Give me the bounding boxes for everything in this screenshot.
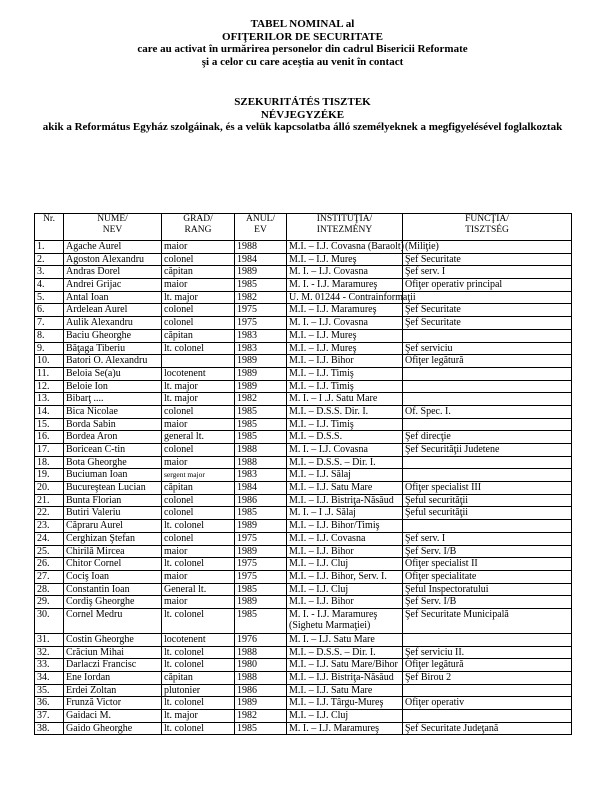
- cell-rank: General lt.: [162, 583, 235, 596]
- cell-name: Beloia Se(a)u: [64, 367, 162, 380]
- cell-institution: M. I. – I.J. Satu Mare: [287, 633, 403, 646]
- cell-rank: maior: [162, 570, 235, 583]
- cell-name: Baciu Gheorghe: [64, 329, 162, 342]
- cell-name: Ardelean Aurel: [64, 304, 162, 317]
- table-row: [35, 520, 572, 533]
- cell-nr: 10.: [35, 355, 64, 368]
- cell-year: 1975: [235, 317, 287, 330]
- cell-name: Bunta Florian: [64, 494, 162, 507]
- cell-nr: 2.: [35, 253, 64, 266]
- cell-function: Şeful Inspectoratului: [403, 583, 572, 596]
- cell-nr: 32.: [35, 646, 64, 659]
- cell-rank: lt. major: [162, 291, 235, 304]
- cell-nr: 4.: [35, 279, 64, 292]
- cell-rank: colonel: [162, 532, 235, 545]
- cell-year: 1975: [235, 558, 287, 571]
- cell-function: Ofiţer legătură: [403, 355, 572, 368]
- cell-institution: M.I. – I.J. Timiş: [287, 367, 403, 380]
- cell-institution: M.I. – I.J. Mureş: [287, 342, 403, 355]
- cell-institution: M. I. – I.J. Maramureş: [287, 722, 403, 735]
- cell-name: Batori O. Alexandru: [64, 355, 162, 368]
- cell-rank: maior: [162, 241, 235, 254]
- title-line-1: TABEL NOMINAL al: [250, 18, 355, 30]
- cell-year: 1986: [235, 684, 287, 697]
- cell-rank: lt. colonel: [162, 342, 235, 355]
- table-row: [35, 456, 572, 469]
- table-row: [35, 494, 572, 507]
- cell-function: Ofiţer specialist III: [403, 482, 572, 495]
- table-row: [35, 469, 572, 482]
- cell-name: Chitor Cornel: [64, 558, 162, 571]
- cell-institution: M. I. – I.J. Covasna: [287, 266, 403, 279]
- cell-rank: lt. major: [162, 710, 235, 723]
- cell-nr: 16.: [35, 431, 64, 444]
- cell-name: Gaidaci M.: [64, 710, 162, 723]
- cell-function: [403, 418, 572, 431]
- header-function: FUNCŢIA/ TISZTSÉG: [403, 214, 572, 241]
- table-row: [35, 684, 572, 697]
- cell-institution: M. I. – I.J. Covasna: [287, 317, 403, 330]
- cell-institution: M.I. – I.J. Cluj: [287, 583, 403, 596]
- cell-function: [403, 291, 572, 304]
- cell-name: Costin Gheorghe: [64, 633, 162, 646]
- cell-nr: 5.: [35, 291, 64, 304]
- cell-year: 1983: [235, 329, 287, 342]
- cell-year: 1984: [235, 482, 287, 495]
- cell-function: Ofiţer specialist II: [403, 558, 572, 571]
- cell-institution: M. I. – I .J. Satu Mare: [287, 393, 403, 406]
- header-nr: Nr.: [35, 214, 64, 241]
- header-institution: INSTITUŢIA/ INTEZMÉNY: [287, 214, 403, 241]
- cell-rank: [162, 355, 235, 368]
- cell-year: 1975: [235, 532, 287, 545]
- cell-rank: lt. major: [162, 380, 235, 393]
- title-hu-line-2: NÉVJEGYZÉKE: [260, 108, 345, 121]
- cell-function: Şef serv. I: [403, 266, 572, 279]
- cell-name: Cordiş Gheorghe: [64, 596, 162, 609]
- cell-rank: căpitan: [162, 266, 235, 279]
- cell-nr: 7.: [35, 317, 64, 330]
- title-line-2: OFIŢERILOR DE SECURITATE: [222, 30, 383, 43]
- cell-name: Bucureştean Lucian: [64, 482, 162, 495]
- cell-nr: 35.: [35, 684, 64, 697]
- cell-nr: 20.: [35, 482, 64, 495]
- heading-hungarian: [30, 96, 575, 134]
- cell-name: Darlaczi Francisc: [64, 659, 162, 672]
- cell-rank: colonel: [162, 253, 235, 266]
- cell-function: Şef Securităţii Judetene: [403, 444, 572, 457]
- cell-name: Gaido Gheorghe: [64, 722, 162, 735]
- cell-year: 1988: [235, 241, 287, 254]
- cell-name: Antal Ioan: [64, 291, 162, 304]
- cell-nr: 17.: [35, 444, 64, 457]
- cell-institution: M.I. – I.J. Maramureş: [287, 304, 403, 317]
- table-row: [35, 444, 572, 457]
- cell-nr: 18.: [35, 456, 64, 469]
- cell-year: 1985: [235, 279, 287, 292]
- cell-function: [403, 520, 572, 533]
- cell-function: Şef Birou 2: [403, 672, 572, 685]
- cell-rank: locotenent: [162, 367, 235, 380]
- cell-year: 1989: [235, 545, 287, 558]
- cell-year: 1982: [235, 710, 287, 723]
- table-row: [35, 266, 572, 279]
- cell-rank: lt. colonel: [162, 697, 235, 710]
- cell-name: Crăciun Mihai: [64, 646, 162, 659]
- cell-rank: maior: [162, 596, 235, 609]
- cell-rank: lt. colonel: [162, 558, 235, 571]
- cell-name: Buciuman Ioan: [64, 469, 162, 482]
- table-row: [35, 697, 572, 710]
- table-row: [35, 608, 572, 633]
- cell-name: Bordea Aron: [64, 431, 162, 444]
- cell-name: Borda Sabin: [64, 418, 162, 431]
- cell-rank: colonel: [162, 494, 235, 507]
- cell-nr: 23.: [35, 520, 64, 533]
- cell-year: 1985: [235, 722, 287, 735]
- cell-institution: M. I. - I.J. Maramureş (Sighetu Marmaţiei): [287, 608, 403, 633]
- table-row: [35, 304, 572, 317]
- table-row: [35, 710, 572, 723]
- cell-rank: lt. major: [162, 393, 235, 406]
- cell-year: 1983: [235, 342, 287, 355]
- cell-institution: M.I. – I.J. Timiş: [287, 418, 403, 431]
- cell-function: Of. Spec. I.: [403, 405, 572, 418]
- cell-institution: M.I. – D.S.S. Dir. I.: [287, 405, 403, 418]
- cell-rank: lt. colonel: [162, 646, 235, 659]
- cell-name: Agache Aurel: [64, 241, 162, 254]
- cell-year: 1986: [235, 494, 287, 507]
- cell-nr: 11.: [35, 367, 64, 380]
- cell-institution: U. M. 01244 - Contrainformaţii: [287, 291, 403, 304]
- cell-rank: lt. colonel: [162, 608, 235, 633]
- cell-institution: M.I. – I.J. Bihor: [287, 545, 403, 558]
- table-row: [35, 329, 572, 342]
- cell-name: Căpraru Aurel: [64, 520, 162, 533]
- cell-function: Şef serviciu II.: [403, 646, 572, 659]
- cell-institution: M.I. – I.J. Mureş: [287, 253, 403, 266]
- subtitle-line-2: şi a celor cu care aceştia au venit în contact: [201, 55, 404, 68]
- cell-nr: 21.: [35, 494, 64, 507]
- cell-function: Şef Securitate: [403, 317, 572, 330]
- cell-nr: 8.: [35, 329, 64, 342]
- cell-function: [403, 469, 572, 482]
- cell-nr: 19.: [35, 469, 64, 482]
- cell-rank: căpitan: [162, 672, 235, 685]
- cell-institution: M.I. – I.J. Covasna (Baraolt): [287, 241, 403, 254]
- cell-name: Bibarţ ....: [64, 393, 162, 406]
- cell-rank: colonel: [162, 444, 235, 457]
- cell-rank: lt. colonel: [162, 659, 235, 672]
- cell-institution: M.I. – I.J. Cluj: [287, 558, 403, 571]
- cell-name: Beloie Ion: [64, 380, 162, 393]
- cell-function: Şeful securităţii: [403, 494, 572, 507]
- subtitle-line-1: care au activat în urmărirea personelor din cadrul Bisericii Reformate: [137, 43, 468, 55]
- cell-function: [403, 633, 572, 646]
- cell-institution: M.I. – I.J. Bihor/Timiş: [287, 520, 403, 533]
- cell-year: 1985: [235, 431, 287, 444]
- cell-institution: M.I. – I.J. Mureş: [287, 329, 403, 342]
- cell-name: Frunză Victor: [64, 697, 162, 710]
- table-row: [35, 583, 572, 596]
- table-row: [35, 482, 572, 495]
- cell-institution: M.I. – I.J. Bihor: [287, 355, 403, 368]
- cell-function: Ofiţer operativ: [403, 697, 572, 710]
- cell-function: [403, 710, 572, 723]
- cell-year: 1988: [235, 444, 287, 457]
- cell-rank: sergent major: [162, 469, 235, 482]
- cell-nr: 36.: [35, 697, 64, 710]
- table-row: [35, 253, 572, 266]
- cell-institution: M. I. – I .J. Sălaj: [287, 507, 403, 520]
- cell-institution: M.I. – I.J. Sălaj: [287, 469, 403, 482]
- cell-year: 1975: [235, 304, 287, 317]
- heading-romanian: [40, 18, 565, 68]
- cell-institution: M.I. – D.S.S.: [287, 431, 403, 444]
- cell-function: Ofiţer legătură: [403, 659, 572, 672]
- cell-year: 1976: [235, 633, 287, 646]
- table-row: [35, 570, 572, 583]
- cell-institution: M.I. – I.J. Timiş: [287, 380, 403, 393]
- cell-year: 1982: [235, 291, 287, 304]
- table-row: [35, 507, 572, 520]
- cell-nr: 27.: [35, 570, 64, 583]
- cell-name: Andras Dorel: [64, 266, 162, 279]
- table-header-row: [35, 214, 572, 241]
- cell-function: Şef serviciu: [403, 342, 572, 355]
- cell-name: Butiri Valeriu: [64, 507, 162, 520]
- cell-institution: M. I. – I.J. Covasna: [287, 444, 403, 457]
- cell-nr: 28.: [35, 583, 64, 596]
- cell-rank: maior: [162, 456, 235, 469]
- cell-name: Băţaga Tiberiu: [64, 342, 162, 355]
- table-row: [35, 633, 572, 646]
- cell-name: Aulik Alexandru: [64, 317, 162, 330]
- cell-year: 1989: [235, 355, 287, 368]
- header-rank: GRAD/ RANG: [162, 214, 235, 241]
- cell-year: 1989: [235, 596, 287, 609]
- table-row: [35, 241, 572, 254]
- table-row: [35, 279, 572, 292]
- cell-year: 1988: [235, 672, 287, 685]
- table-row: [35, 596, 572, 609]
- cell-nr: 22.: [35, 507, 64, 520]
- cell-function: [403, 684, 572, 697]
- table-row: [35, 405, 572, 418]
- cell-function: [403, 393, 572, 406]
- table-row: [35, 418, 572, 431]
- cell-year: 1985: [235, 418, 287, 431]
- cell-name: Cerghizan Ştefan: [64, 532, 162, 545]
- cell-name: Andrei Grijac: [64, 279, 162, 292]
- cell-year: 1989: [235, 520, 287, 533]
- title-hu-line-1: SZEKURITÁTÉS TISZTEK: [234, 96, 371, 108]
- cell-year: 1985: [235, 507, 287, 520]
- table-row: [35, 646, 572, 659]
- cell-year: 1984: [235, 253, 287, 266]
- cell-year: 1988: [235, 456, 287, 469]
- table-row: [35, 722, 572, 735]
- cell-institution: M.I. – I.J. Târgu-Mureş: [287, 697, 403, 710]
- cell-rank: general lt.: [162, 431, 235, 444]
- cell-nr: 24.: [35, 532, 64, 545]
- cell-nr: 31.: [35, 633, 64, 646]
- cell-nr: 12.: [35, 380, 64, 393]
- cell-year: 1985: [235, 405, 287, 418]
- cell-name: Boricean C-tin: [64, 444, 162, 457]
- cell-nr: 30.: [35, 608, 64, 633]
- cell-name: Erdei Zoltan: [64, 684, 162, 697]
- cell-year: 1989: [235, 380, 287, 393]
- cell-function: [403, 380, 572, 393]
- table-body: [35, 241, 572, 735]
- cell-institution: M.I. – I.J. Bistriţa-Năsăud: [287, 494, 403, 507]
- cell-name: Agoston Alexandru: [64, 253, 162, 266]
- cell-institution: M.I. – I.J. Bihor, Serv. I.: [287, 570, 403, 583]
- cell-year: 1988: [235, 646, 287, 659]
- cell-rank: lt. colonel: [162, 520, 235, 533]
- cell-nr: 13.: [35, 393, 64, 406]
- cell-year: 1982: [235, 393, 287, 406]
- cell-year: 1983: [235, 469, 287, 482]
- table-row: [35, 558, 572, 571]
- cell-rank: colonel: [162, 405, 235, 418]
- table-row: [35, 355, 572, 368]
- cell-function: Şef Securitate: [403, 253, 572, 266]
- cell-nr: 1.: [35, 241, 64, 254]
- cell-function: Şef Securitate Municipală: [403, 608, 572, 633]
- cell-institution: M.I. – D.S.S. – Dir. I.: [287, 646, 403, 659]
- cell-name: Cociş Ioan: [64, 570, 162, 583]
- cell-rank: maior: [162, 279, 235, 292]
- officers-table-container: [34, 213, 572, 735]
- officers-table: [34, 213, 572, 735]
- cell-institution: M.I. – I.J. Bihor: [287, 596, 403, 609]
- cell-name: Chirilă Mircea: [64, 545, 162, 558]
- cell-name: Bica Nicolae: [64, 405, 162, 418]
- cell-function: Ofiţer specialitate: [403, 570, 572, 583]
- cell-institution: M.I. – I.J. Bistriţa-Năsăud: [287, 672, 403, 685]
- table-row: [35, 291, 572, 304]
- cell-rank: lt. colonel: [162, 722, 235, 735]
- cell-nr: 15.: [35, 418, 64, 431]
- cell-institution: M.I. – I.J. Covasna: [287, 532, 403, 545]
- cell-function: Şef direcţie: [403, 431, 572, 444]
- cell-nr: 29.: [35, 596, 64, 609]
- cell-name: Ene Iordan: [64, 672, 162, 685]
- table-row: [35, 659, 572, 672]
- cell-nr: 25.: [35, 545, 64, 558]
- cell-year: 1989: [235, 266, 287, 279]
- table-row: [35, 380, 572, 393]
- cell-year: 1989: [235, 367, 287, 380]
- cell-year: 1985: [235, 608, 287, 633]
- cell-rank: căpitan: [162, 482, 235, 495]
- cell-nr: 6.: [35, 304, 64, 317]
- cell-function: Şef serv. I: [403, 532, 572, 545]
- cell-institution: M.I. – I.J. Satu Mare: [287, 684, 403, 697]
- cell-name: Cornel Medru: [64, 608, 162, 633]
- cell-function: [403, 329, 572, 342]
- cell-nr: 26.: [35, 558, 64, 571]
- table-row: [35, 342, 572, 355]
- table-row: [35, 367, 572, 380]
- cell-function: Şef Serv. I/B: [403, 545, 572, 558]
- table-row: [35, 431, 572, 444]
- header-name: NUME/ NEV: [64, 214, 162, 241]
- cell-function: [403, 456, 572, 469]
- cell-rank: plutonier: [162, 684, 235, 697]
- cell-year: 1975: [235, 570, 287, 583]
- cell-function: Ofiţer operativ principal: [403, 279, 572, 292]
- cell-rank: maior: [162, 545, 235, 558]
- cell-name: Bota Gheorghe: [64, 456, 162, 469]
- cell-institution: M.I. – I.J. Satu Mare: [287, 482, 403, 495]
- cell-function: (Miliţie): [403, 241, 572, 254]
- cell-rank: căpitan: [162, 329, 235, 342]
- cell-institution: M.I. – D.S.S. – Dir. I.: [287, 456, 403, 469]
- cell-year: 1980: [235, 659, 287, 672]
- cell-nr: 9.: [35, 342, 64, 355]
- table-row: [35, 317, 572, 330]
- cell-nr: 3.: [35, 266, 64, 279]
- cell-rank: maior: [162, 418, 235, 431]
- cell-nr: 33.: [35, 659, 64, 672]
- cell-institution: M.I. – I.J. Cluj: [287, 710, 403, 723]
- cell-function: Şef Serv. I/B: [403, 596, 572, 609]
- table-row: [35, 545, 572, 558]
- cell-nr: 38.: [35, 722, 64, 735]
- cell-function: Şef Securitate: [403, 304, 572, 317]
- cell-function: [403, 367, 572, 380]
- cell-rank: locotenent: [162, 633, 235, 646]
- cell-year: 1985: [235, 583, 287, 596]
- cell-nr: 34.: [35, 672, 64, 685]
- subtitle-hu: akik a Református Egyház szolgáinak, és a velük kapcsolatba álló személyeknek a megfigyelésével foglalkoztak: [42, 121, 563, 133]
- table-row: [35, 393, 572, 406]
- table-row: [35, 532, 572, 545]
- cell-function: Şeful securităţii: [403, 507, 572, 520]
- cell-institution: M.I. – I.J. Satu Mare/Bihor: [287, 659, 403, 672]
- cell-rank: colonel: [162, 304, 235, 317]
- cell-year: 1989: [235, 697, 287, 710]
- cell-nr: 37.: [35, 710, 64, 723]
- cell-name: Constantin Ioan: [64, 583, 162, 596]
- cell-rank: colonel: [162, 507, 235, 520]
- cell-rank: colonel: [162, 317, 235, 330]
- cell-institution: M. I. - I.J. Maramureş: [287, 279, 403, 292]
- cell-function: Şef Securitate Judeţană: [403, 722, 572, 735]
- cell-nr: 14.: [35, 405, 64, 418]
- header-year: ANUL/ EV: [235, 214, 287, 241]
- table-row: [35, 672, 572, 685]
